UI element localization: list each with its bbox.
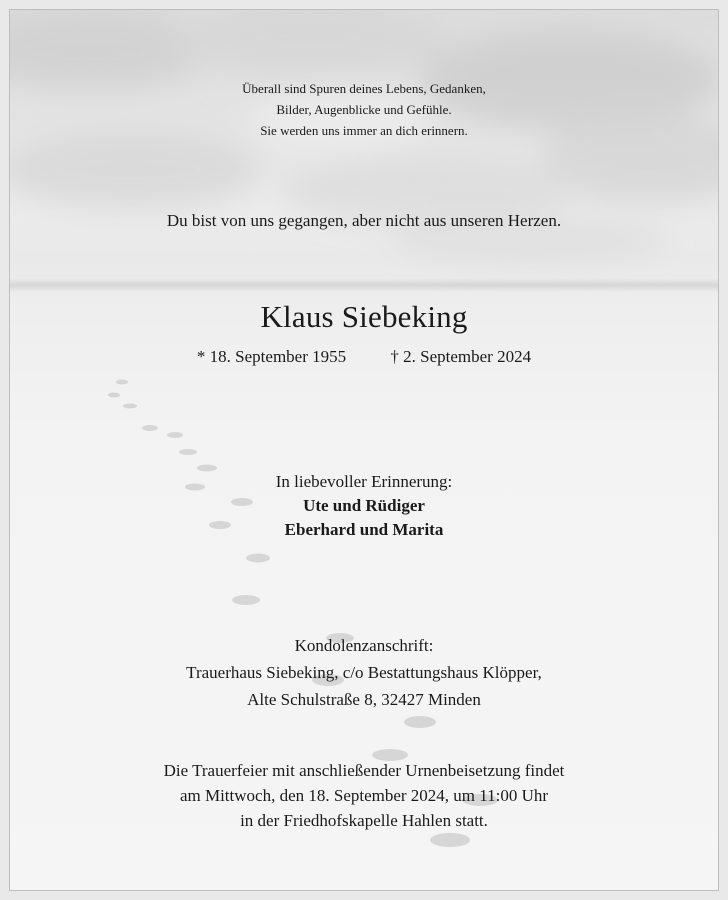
birth-date: * 18. September 1955 (196, 347, 347, 366)
condolence-address (10, 632, 718, 713)
life-dates (10, 347, 718, 367)
quote-line: Überall sind Spuren deines Lebens, Gedanken, (242, 81, 486, 96)
ceremony-line: Die Trauerfeier mit anschließender Urnenbeisetzung findet (163, 761, 565, 780)
deceased-name: Klaus Siebeking (260, 299, 468, 334)
ceremony-line: am Mittwoch, den 18. September 2024, um 11:00 Uhr (179, 786, 549, 805)
mourner-names: Ute und Rüdiger (303, 496, 425, 515)
quote-line: Sie werden uns immer an dich erinnern. (260, 123, 468, 138)
opening-quote (10, 78, 718, 141)
mourner-names: Eberhard und Marita (284, 520, 444, 539)
address-line: Trauerhaus Siebeking, c/o Bestattungshaus Klöpper, (186, 663, 542, 682)
condolence-label: Kondolenzanschrift: (294, 636, 434, 655)
quote-line: Bilder, Augenblicke und Gefühle. (276, 102, 452, 117)
mourners-block (10, 470, 718, 542)
ceremony-info (10, 758, 718, 833)
motto-text: Du bist von uns gegangen, aber nicht aus unseren Herzen. (166, 211, 562, 230)
memory-intro: In liebevoller Erinnerung: (275, 472, 453, 491)
ceremony-line: in der Friedhofskapelle Hahlen statt. (240, 811, 488, 830)
death-date: † 2. September 2024 (390, 347, 532, 366)
obituary-card (9, 9, 719, 891)
address-line: Alte Schulstraße 8, 32427 Minden (247, 690, 481, 709)
